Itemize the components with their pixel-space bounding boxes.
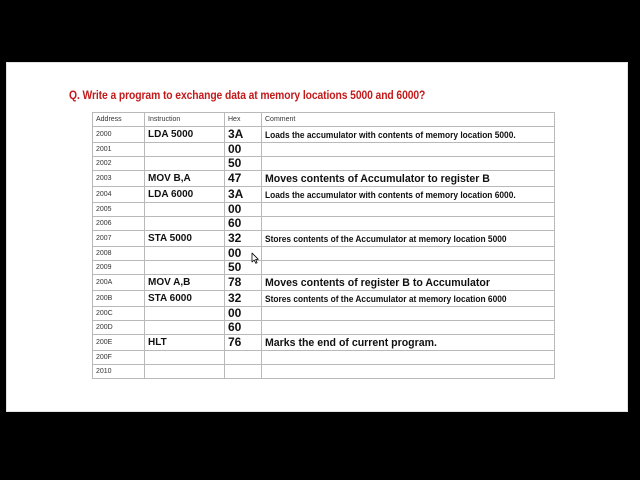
comment-cell bbox=[262, 203, 555, 217]
hex-cell: 00 bbox=[225, 203, 262, 217]
table-header-row bbox=[93, 113, 555, 127]
table-row bbox=[93, 335, 555, 351]
table-row bbox=[93, 261, 555, 275]
instruction-cell: HLT bbox=[145, 335, 225, 351]
table-row bbox=[93, 307, 555, 321]
table-row bbox=[93, 203, 555, 217]
hex-cell: 00 bbox=[225, 143, 262, 157]
address-cell: 2002 bbox=[93, 157, 145, 171]
instruction-cell bbox=[145, 217, 225, 231]
comment-text: Moves contents of register B to Accumulator bbox=[265, 277, 490, 289]
comment-cell bbox=[262, 351, 555, 365]
hex-cell: 3A bbox=[225, 127, 262, 143]
comment-text: Loads the accumulator with contents of memory location 5000. bbox=[265, 130, 516, 140]
hex-cell: 00 bbox=[225, 307, 262, 321]
comment-text: Loads the accumulator with contents of memory location 6000. bbox=[265, 190, 516, 200]
address-cell: 200F bbox=[93, 351, 145, 365]
instruction-cell bbox=[145, 307, 225, 321]
address-cell: 200A bbox=[93, 275, 145, 291]
comment-cell bbox=[262, 307, 555, 321]
address-cell: 2008 bbox=[93, 247, 145, 261]
address-cell: 2005 bbox=[93, 203, 145, 217]
header-address: Address bbox=[93, 113, 145, 127]
hex-cell: 00 bbox=[225, 247, 262, 261]
address-cell: 2006 bbox=[93, 217, 145, 231]
hex-cell: 60 bbox=[225, 217, 262, 231]
instruction-cell bbox=[145, 143, 225, 157]
table-row bbox=[93, 275, 555, 291]
table-row bbox=[93, 187, 555, 203]
address-cell: 2003 bbox=[93, 171, 145, 187]
comment-cell bbox=[262, 231, 555, 247]
instruction-cell bbox=[145, 157, 225, 171]
table-row bbox=[93, 127, 555, 143]
hex-cell: 60 bbox=[225, 321, 262, 335]
instruction-cell: LDA 5000 bbox=[145, 127, 225, 143]
instruction-cell: STA 6000 bbox=[145, 291, 225, 307]
comment-cell bbox=[262, 247, 555, 261]
address-cell: 2001 bbox=[93, 143, 145, 157]
address-cell: 200D bbox=[93, 321, 145, 335]
comment-text: Stores contents of the Accumulator at memory location 5000 bbox=[265, 234, 507, 244]
hex-cell: 78 bbox=[225, 275, 262, 291]
hex-cell: 50 bbox=[225, 261, 262, 275]
hex-cell bbox=[225, 351, 262, 365]
instruction-cell: STA 5000 bbox=[145, 231, 225, 247]
mouse-pointer-icon bbox=[251, 252, 259, 264]
comment-cell bbox=[262, 275, 555, 291]
instruction-cell bbox=[145, 365, 225, 379]
address-cell: 200B bbox=[93, 291, 145, 307]
instruction-cell bbox=[145, 247, 225, 261]
hex-cell: 50 bbox=[225, 157, 262, 171]
instruction-cell: MOV B,A bbox=[145, 171, 225, 187]
table-row bbox=[93, 247, 555, 261]
comment-cell bbox=[262, 171, 555, 187]
instruction-cell bbox=[145, 203, 225, 217]
comment-text: Marks the end of current program. bbox=[265, 337, 437, 349]
comment-cell bbox=[262, 321, 555, 335]
table-row bbox=[93, 171, 555, 187]
header-comment: Comment bbox=[262, 113, 555, 127]
instruction-cell bbox=[145, 351, 225, 365]
hex-cell: 3A bbox=[225, 187, 262, 203]
comment-cell bbox=[262, 261, 555, 275]
comment-cell bbox=[262, 157, 555, 171]
comment-cell bbox=[262, 217, 555, 231]
comment-cell bbox=[262, 127, 555, 143]
header-hex: Hex bbox=[225, 113, 262, 127]
instruction-cell: LDA 6000 bbox=[145, 187, 225, 203]
instruction-cell bbox=[145, 321, 225, 335]
address-cell: 2000 bbox=[93, 127, 145, 143]
address-cell: 2004 bbox=[93, 187, 145, 203]
address-cell: 2009 bbox=[93, 261, 145, 275]
hex-cell: 47 bbox=[225, 171, 262, 187]
table-row bbox=[93, 365, 555, 379]
instruction-cell bbox=[145, 261, 225, 275]
address-cell: 2007 bbox=[93, 231, 145, 247]
address-cell: 2010 bbox=[93, 365, 145, 379]
table-row bbox=[93, 291, 555, 307]
comment-cell bbox=[262, 143, 555, 157]
hex-cell: 32 bbox=[225, 231, 262, 247]
table-row bbox=[93, 157, 555, 171]
table-row bbox=[93, 321, 555, 335]
hex-cell: 32 bbox=[225, 291, 262, 307]
comment-text: Moves contents of Accumulator to register B bbox=[265, 173, 490, 185]
comment-text: Stores contents of the Accumulator at memory location 6000 bbox=[265, 294, 507, 304]
comment-cell bbox=[262, 365, 555, 379]
table-row bbox=[93, 217, 555, 231]
comment-cell bbox=[262, 187, 555, 203]
question-heading: Q. Write a program to exchange data at memory locations 5000 and 6000? bbox=[69, 88, 426, 102]
comment-cell bbox=[262, 291, 555, 307]
comment-cell bbox=[262, 335, 555, 351]
address-cell: 200C bbox=[93, 307, 145, 321]
address-cell: 200E bbox=[93, 335, 145, 351]
table-row bbox=[93, 231, 555, 247]
table-row bbox=[93, 143, 555, 157]
table-row bbox=[93, 351, 555, 365]
program-table bbox=[92, 112, 555, 379]
hex-cell: 76 bbox=[225, 335, 262, 351]
header-instruction: Instruction bbox=[145, 113, 225, 127]
hex-cell bbox=[225, 365, 262, 379]
instruction-cell: MOV A,B bbox=[145, 275, 225, 291]
